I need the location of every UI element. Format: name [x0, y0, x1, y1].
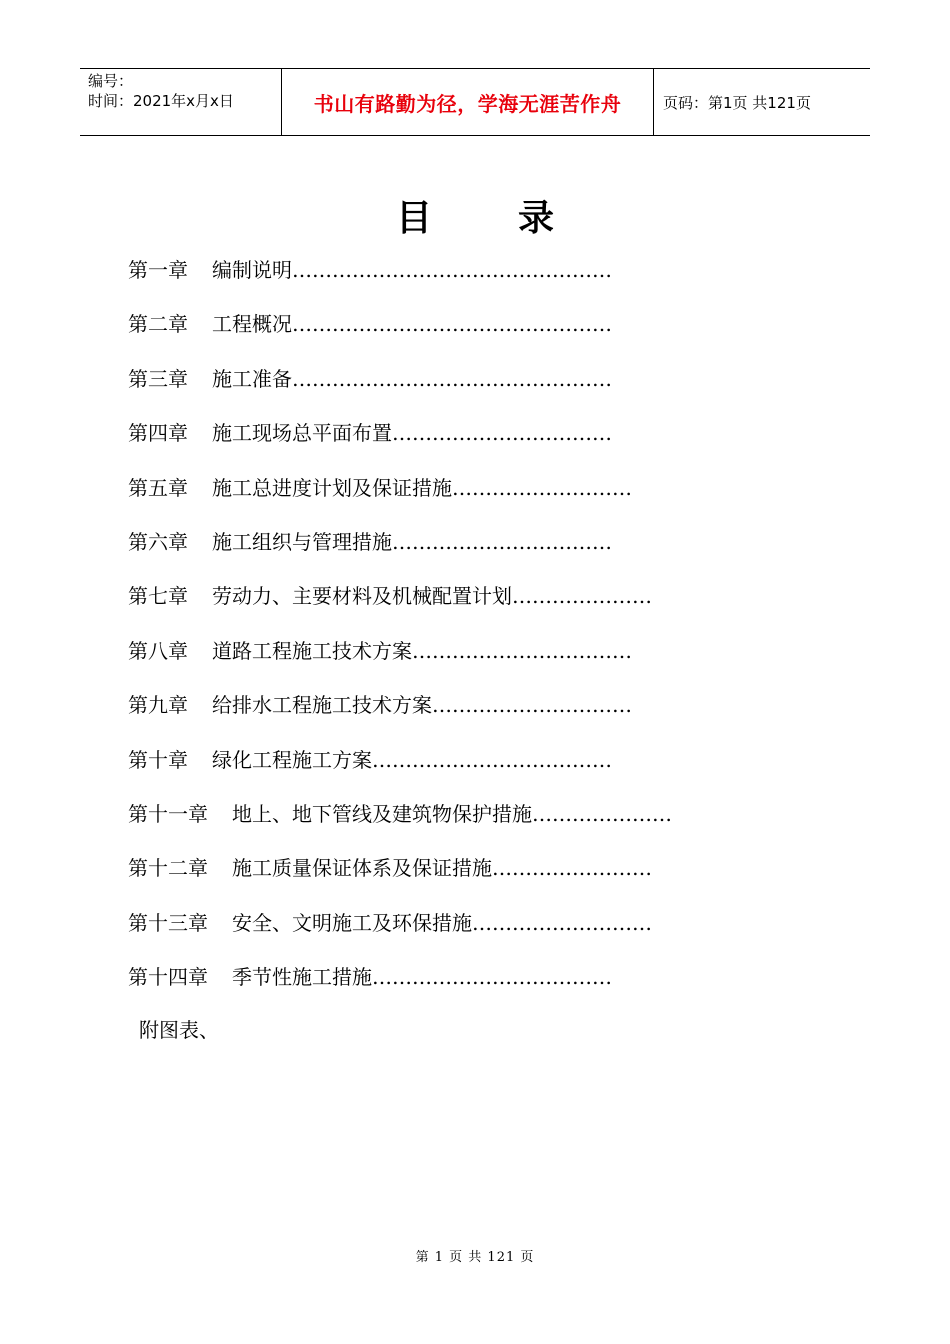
toc-item[interactable] [128, 796, 828, 850]
toc-title: 劳动力、主要材料及机械配置计划 [212, 584, 512, 609]
toc-title: 道路工程施工技术方案 [212, 638, 412, 663]
toc-item[interactable] [128, 415, 828, 469]
toc-chapter: 第四章 [128, 421, 188, 446]
table-of-contents [128, 252, 828, 1013]
toc-leader-dots: …………………………… [392, 421, 612, 446]
toc-item[interactable] [128, 742, 828, 796]
toc-title: 施工总进度计划及保证措施 [212, 475, 452, 500]
toc-title: 施工组织与管理措施 [212, 529, 392, 554]
toc-item[interactable] [128, 578, 828, 632]
header-meta [80, 69, 281, 135]
toc-chapter: 第九章 [128, 693, 188, 718]
toc-leader-dots: …………………………… [412, 638, 632, 663]
toc-chapter: 第十四章 [128, 965, 208, 990]
header-motto: 书山有路勤为径，学海无涯苦作舟 [281, 69, 654, 135]
toc-leader-dots: ………………… [512, 584, 652, 609]
toc-leader-dots: ……………………………… [372, 965, 612, 990]
toc-title: 绿化工程施工方案 [212, 747, 372, 772]
toc-chapter: 第八章 [128, 638, 188, 663]
title-char-right: 录 [518, 198, 555, 239]
toc-chapter: 第六章 [128, 529, 188, 554]
page-title [0, 190, 950, 241]
toc-chapter: 第一章 [128, 258, 188, 282]
toc-chapter: 第五章 [128, 475, 188, 500]
toc-item[interactable] [128, 633, 828, 687]
toc-item[interactable] [128, 470, 828, 524]
toc-title: 施工质量保证体系及保证措施 [232, 856, 492, 881]
page-header [80, 68, 870, 136]
toc-title: 给排水工程施工技术方案 [212, 693, 432, 718]
toc-chapter: 第三章 [128, 366, 188, 391]
toc-chapter: 第十章 [128, 747, 188, 772]
toc-item[interactable] [128, 306, 828, 360]
toc-item[interactable] [128, 687, 828, 741]
toc-item[interactable] [128, 252, 828, 306]
toc-chapter: 第十二章 [128, 856, 208, 881]
toc-chapter: 第二章 [128, 312, 188, 337]
toc-leader-dots: ………………………………………… [292, 258, 612, 282]
toc-title: 季节性施工措施 [232, 965, 372, 990]
toc-title: 工程概况 [212, 312, 292, 337]
toc-item[interactable] [128, 959, 828, 1013]
title-char-left: 目 [395, 198, 432, 239]
toc-leader-dots: ……………………… [452, 475, 632, 500]
toc-item[interactable] [128, 361, 828, 415]
toc-item[interactable] [128, 524, 828, 578]
toc-item[interactable] [128, 850, 828, 904]
toc-title: 编制说明 [212, 258, 292, 282]
header-page-label: 页码：第1页 共121页 [663, 93, 811, 112]
toc-leader-dots: ………………………………………… [292, 312, 612, 337]
toc-leader-dots: ………………………… [432, 693, 632, 718]
toc-leader-dots: ………………………………………… [292, 366, 612, 391]
document-number-label: 编号： [88, 72, 134, 90]
toc-title: 地上、地下管线及建筑物保护措施 [232, 801, 532, 826]
toc-leader-dots: ……………………… [472, 910, 652, 935]
toc-chapter: 第十一章 [128, 801, 208, 826]
toc-chapter: 第七章 [128, 584, 188, 609]
toc-leader-dots: ………………… [532, 801, 672, 826]
toc-leader-dots: …………………………… [392, 529, 612, 554]
page-footer: 第 1 页 共 121 页 [415, 1250, 535, 1265]
toc-leader-dots: ……………………………… [372, 747, 612, 772]
toc-title: 施工现场总平面布置 [212, 421, 392, 446]
appendix-label: 附图表、 [139, 1018, 219, 1042]
toc-title: 安全、文明施工及环保措施 [232, 910, 472, 935]
toc-leader-dots: …………………… [492, 856, 652, 881]
toc-chapter: 第十三章 [128, 910, 208, 935]
toc-item[interactable] [128, 905, 828, 959]
document-time-label: 时间：2021年x月x日 [88, 92, 234, 110]
toc-title: 施工准备 [212, 366, 292, 391]
